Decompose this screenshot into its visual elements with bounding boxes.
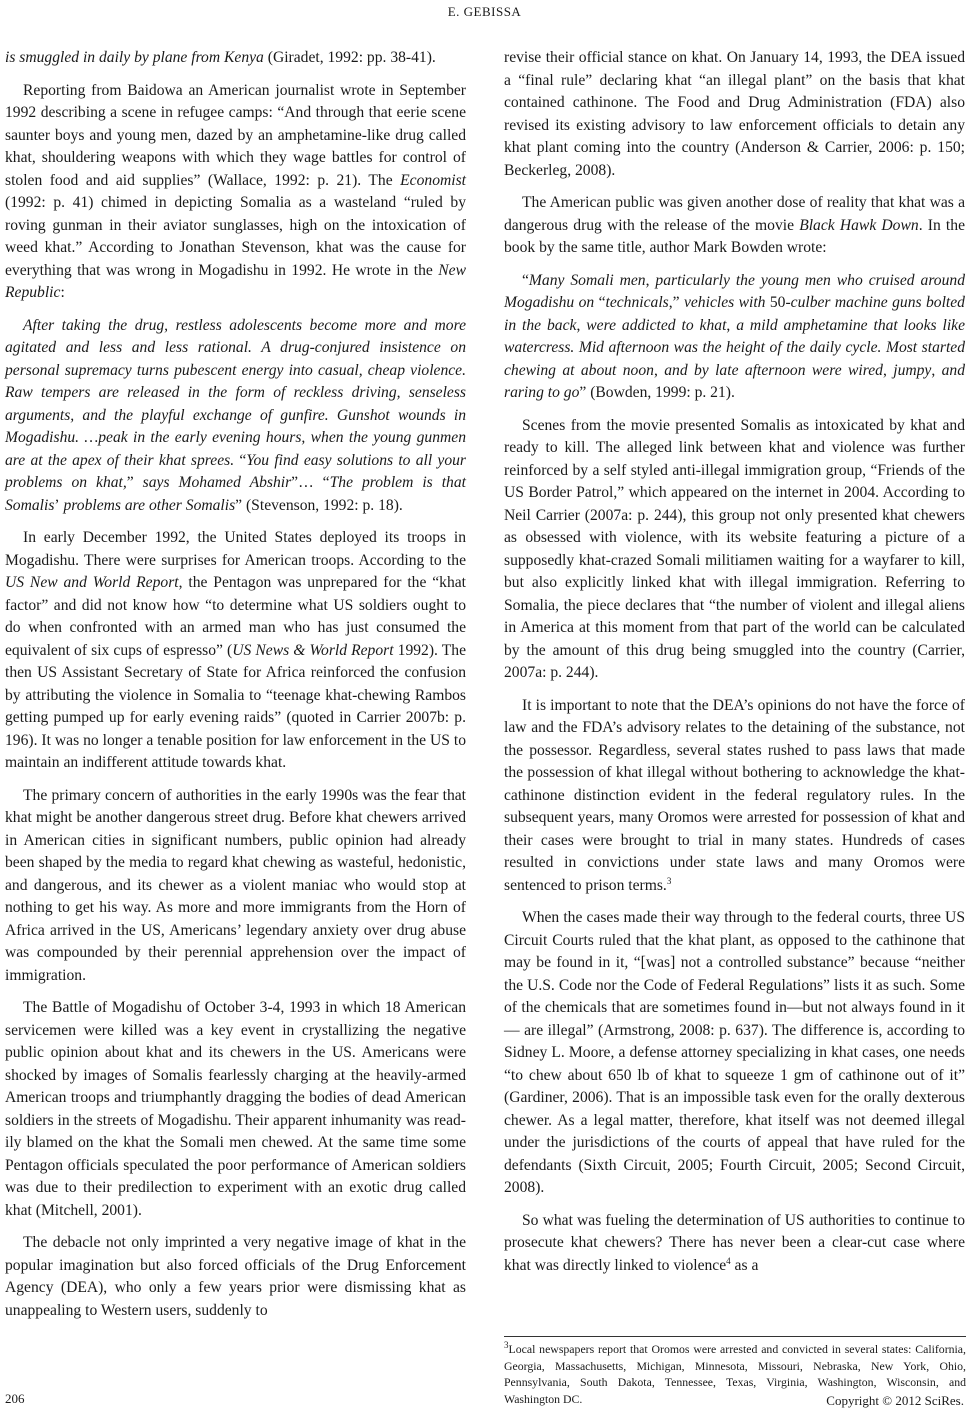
paragraph: In early December 1992, the United States deployed its troops in Mogadishu. There were surprises for American troops. According to the US New and World Report, the Pentagon was unprepared for the “khat factor” and did not know how “to determine what US soldiers ought to do when confronted with an armed man who has just consumed the equivalent of six cups of espresso” (US News & World Report 1992). The then US Assistant Secretary of State for Africa reinforced the confusion by attributing the violence in Somalia to “teenage khat-chewing Rambos getting pumped up for early evening raids” (quoted in Carrier 2007b: p. 196). It was no longer a tenable position for law enforcement in the US to maintain an indifferent attitude towards khat. — [5, 529, 466, 771]
paragraph: The debacle not only imprinted a very negative image of khat in the popular imagination but also forced officials of the Drug Enforcement Agency (DEA), who only a few years prior were dismissing khat as unappealing to Western users, suddenly to — [5, 1234, 466, 1319]
copyright-notice: Copyright © 2012 SciRes. — [826, 1393, 964, 1408]
paragraph: Reporting from Baidowa an American journalist wrote in September 1992 describing a scene in refugee camps: “And through that eerie scene saunter boys and young men, dazed by an amphetamine-like drug called khat, shouldering weapons with which they wage battles for control of stolen food and aid supplies” (Wallace, 1992: p. 21). The Economist (1992: p. 41) chimed in depicting Somalia as a wasteland “ruled by roving gunman in their aviator sunglasses, high on the intoxication of weed khat.” According to Jonathan Stevenson, khat was the cause for everything that was wrong in Mogadishu in 1992. He wrote in the New Republic: — [5, 81, 466, 301]
footnote-marker: 3 — [504, 1340, 509, 1351]
page-number: 206 — [5, 1391, 25, 1406]
block-quote: After taking the drug, restless adolescents become more and more agitated and less and less rational. A drug-conjured insistence on personal supremacy turns pubescent energy into casual, cheap violence. Raw tempers are released in the form of reckless driving, senseless arguments, and the playful exchange of gunfire. Gunshot wounds in Mogadishu. …peak in the early evening hours, when the young gunmen are at the apex of their khat sprees. “You find easy solutions to all your problems on khat,” says Mohamed Abshir”… “The problem is that Somalis’ problems are other Somalis” (Stevenson, 1992: p. 18). — [5, 316, 466, 514]
paragraph: revise their official stance on khat. On January 14, 1993, the DEA issued a “final rule” declaring khat “an illegal plant” on the basis that khat contained cathinone. The Food and Drug Administration (FDA) also revised its existing advisory to law enforcement officials to detain any khat plant coming into the country (Anderson & Carrier, 2006: p. 150; Beckerleg, 2008). — [504, 49, 965, 179]
left-column — [5, 47, 466, 1332]
paragraph: The primary concern of authorities in the early 1990s was the fear that khat might be another dangerous street drug. Before khat chewers arrived in American cities in significant numbers, public opinion had already been shaped by the media to regard khat chewing as wasteful, hedonistic, and dangerous, and its chewer as a violent maniac who would stop at nothing to get his way. As more and more immigrants from the Horn of Africa arrived in the US, Americans’ legendary anxiety over drug abuse was compounded by their perennial apprehension over the impact of immigration. — [5, 786, 466, 984]
right-column — [504, 47, 965, 1287]
paragraph: Scenes from the movie presented Somalis as intoxicated by khat and ready to kill. The alleged link between khat and violence was further reinforced by a self styled anti-illegal immigration group, “Friends of the US Border Patrol,” which appeared on the internet in 2004. According to Neil Carrier (2007a: p. 244), this group not only presented khat chewers as obsessed with violence, with its website featuring a picture of a supposedly khat-crazed Somali militiamen waiting for a wayfarer to kill, but also explicitly linked khat with illegal immigration. Referring to Somalia, the piece declares that “the number of violent and illegal aliens in America at this moment from that part of the world can be calculated by the amount of this drug being smuggled into the country (Carrier, 2007a: p. 244). — [504, 416, 965, 681]
paragraph: When the cases made their way through to the federal courts, three US Circuit Courts ruled that the khat plant, as opposed to the cathinone that may be found in it, “[was] not a controlled substance” because “neither the U.S. Code nor the Code of Federal Regulations” lists it as such. Some of the chemicals that are sometimes found in—but not always found in it— are illegal” (Armstrong, 2008: p. 637). The difference is, according to Sidney L. Moore, a defense attorney specializing in khat cases, one needs “to chew about 650 lb of khat to squeeze 1 gm of cathinone out of it” (Gardiner, 2006). That is an impossible task even for the orally dexterous chewer. As a legal matter, therefore, khat itself was not deemed illegal under the jurisdictions of the courts of appeal that have ruled for the defendants (Sixth Circuit, 2005; Fourth Circuit, 2005; Second Circuit, 2008). — [504, 909, 965, 1196]
footnote-ref: 4 — [726, 1255, 731, 1266]
paragraph: It is important to note that the DEA’s opinions do not have the force of law and the FDA’s advisory relates to the detaining of the substance, not the possessor. Regardless, several states rushed to pass laws that made the possession of khat illegal without bothering to acknowledge the khat-cathinone distinction evident in the federal regulatory rules. In the subsequent years, many Oromos were arrested for possession of khat and their cases were brought to trial in many states. Hundreds of cases resulted in convictions under state laws and many Oromos were sentenced to prison terms.$^3$ — [504, 696, 965, 894]
paragraph: The Battle of Mogadishu of October 3-4, 1993 in which 18 American servicemen were killed was a key event in crystallizing the negative public opinion about khat and its chewers in the US. Americans were shocked by images of Somalis fearlessly charging at the heavily-armed American troops and triumphantly dragging the bodies of dead American soldiers in the streets of Mogadishu. Their apparent inhumanity was readily blamed on the khat the Somali men chewed. At the same time some Pentagon officials speculated the poor performance of American soldiers was due to their predilection to experiment with an exotic drug called khat (Mitchell, 2001). — [5, 999, 466, 1219]
footnote-ref: 3 — [666, 875, 672, 886]
paragraph: So what was fueling the determination of US authorities to continue to prosecute khat chewers? There has never been a clear-cut case where khat was directly linked to violence$^4$ as a — [504, 1211, 965, 1274]
block-quote: “Many Somali men, particularly the young men who cruised around Mogadishu on “technicals,” vehicles with 50-culber machine guns bolted in the back, were addicted to khat, a mild amphetamine that looks like watercress. Mid afternoon was the height of the daily cycle. Most started chewing at about noon, and by late afternoon were wired, jumpy, and raring to go” (Bowden, 1999: p. 21). — [504, 271, 966, 401]
footnote-text: Local newspapers report that Oromos were arrested and convicted in several states: California, Georgia, Massachusetts, Michigan, Minnesota, Missouri, Nebraska, New York, Ohio, Pennsylvania, South Dakota, Tennessee, Texas, Virginia, Washington, Wisconsin, and Washington DC. — [504, 1342, 966, 1406]
running-head: E. GEBISSA — [447, 4, 522, 19]
paragraph: is smuggled in daily by plane from Kenya (Giradet, 1992: pp. 38-41). — [5, 49, 436, 66]
paragraph: The American public was given another dose of reality that khat was a dangerous drug with the release of the movie Black Hawk Down. In the book by the same title, author Mark Bowden wrote: — [504, 194, 965, 256]
footnote-divider — [504, 1336, 966, 1337]
